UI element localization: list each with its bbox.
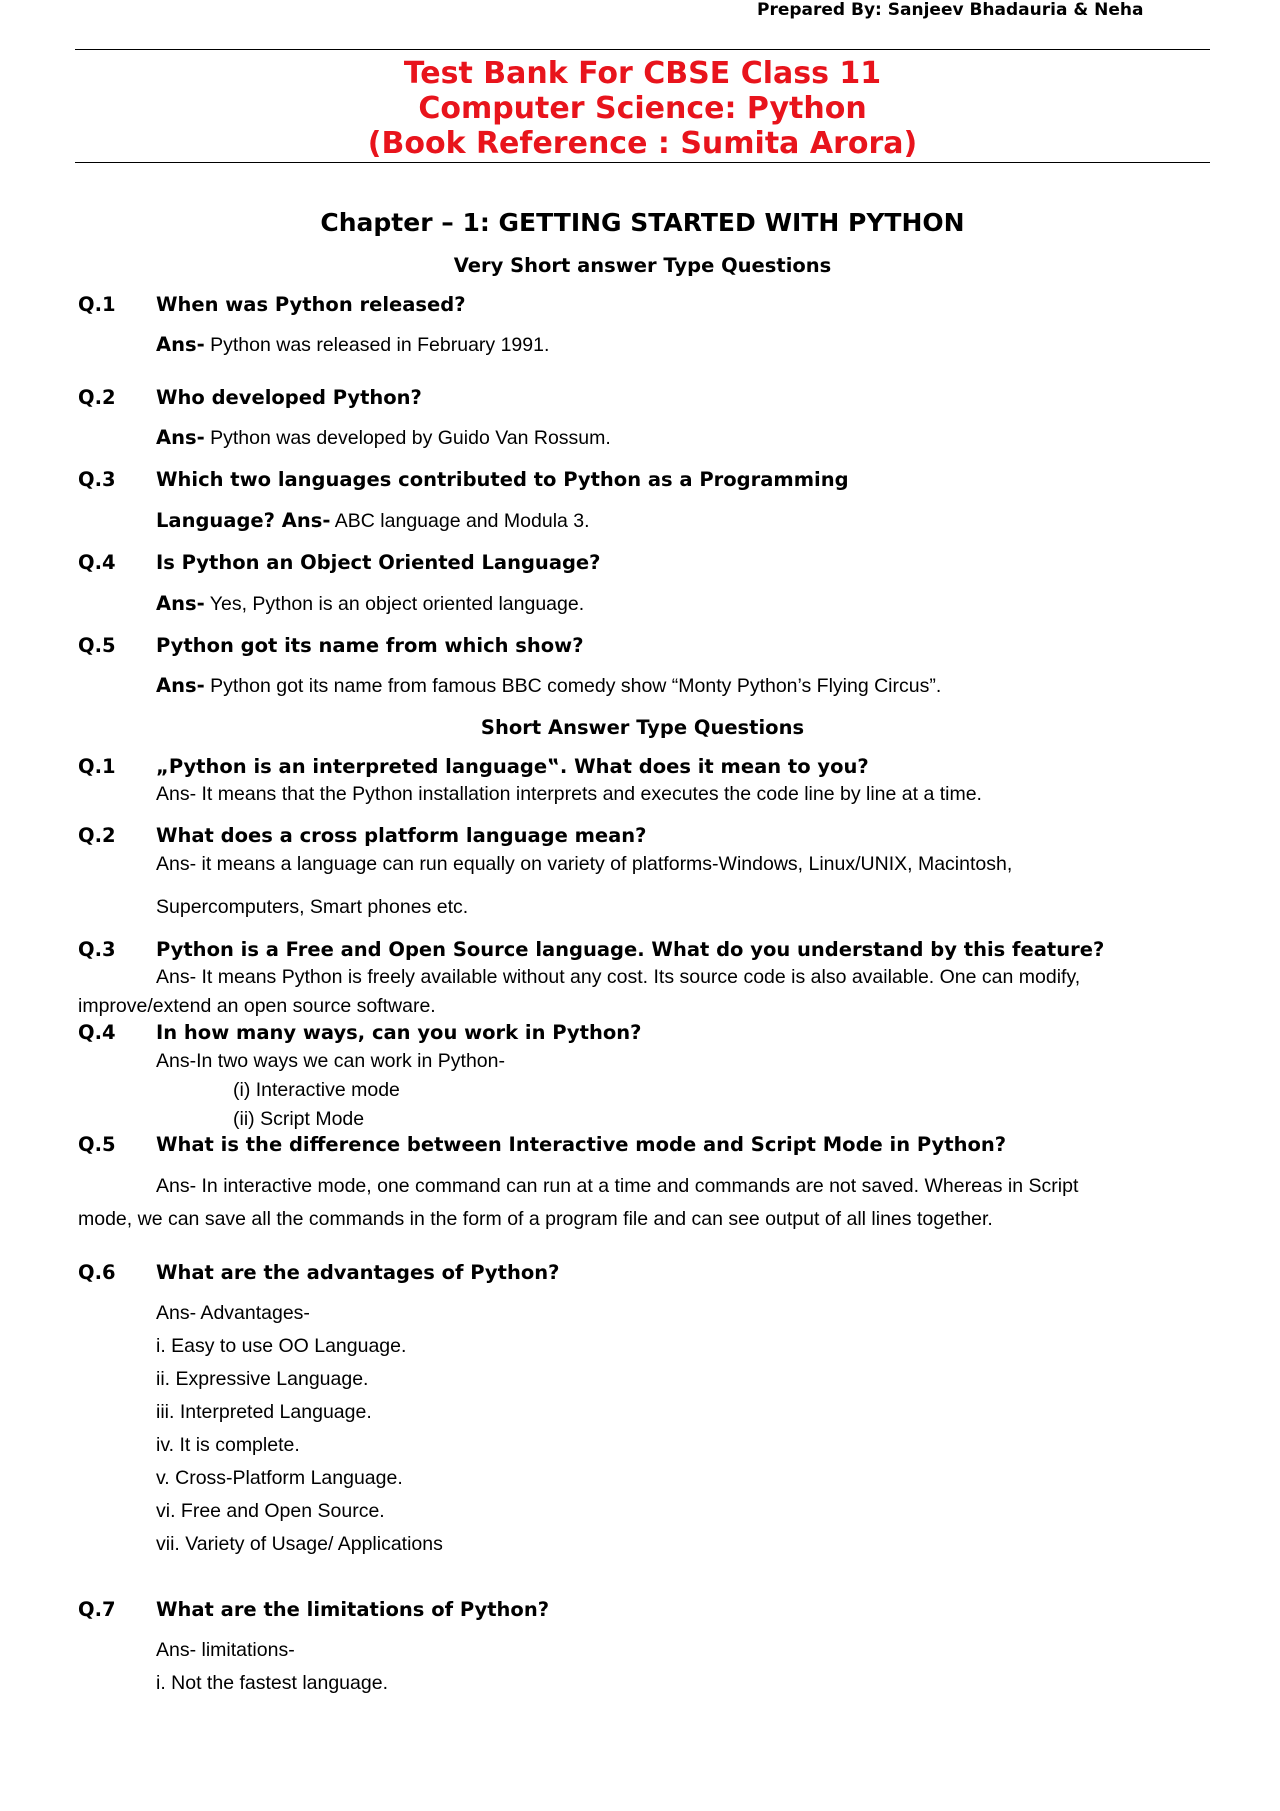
vs-q3-text: Which two languages contributed to Python as a Programming (156, 468, 849, 491)
sa-q5-answer-line-1: Ans- In interactive mode, one command can run at a time and commands are not saved. Whereas in Script (156, 1175, 1079, 1197)
sa-q5-text: What is the difference between Interactive mode and Script Mode in Python? (156, 1133, 1007, 1156)
sa-q4-text: In how many ways, can you work in Python? (156, 1021, 642, 1044)
sa-q1-number: Q.1 (78, 755, 116, 778)
vs-q2-text: Who developed Python? (156, 386, 422, 409)
sa-q3-number: Q.3 (78, 938, 116, 961)
vs-q4-text: Is Python an Object Oriented Language? (156, 551, 601, 574)
sa-q7-number: Q.7 (78, 1598, 116, 1621)
sa-q6-text: What are the advantages of Python? (156, 1261, 560, 1284)
advantage-item: v. Cross-Platform Language. (156, 1467, 403, 1489)
sa-q4-item: (ii) Script Mode (233, 1108, 365, 1130)
sa-q5-answer-line-2: mode, we can save all the commands in the form of a program file and can see output of all lines together. (78, 1208, 993, 1230)
ans-label: Ans- (156, 592, 205, 615)
ans-label: Ans- (156, 426, 205, 449)
advantage-item: vii. Variety of Usage/ Applications (156, 1533, 443, 1555)
ans-text: Python was developed by Guido Van Rossum. (204, 427, 611, 449)
limitation-item: i. Not the fastest language. (156, 1672, 388, 1694)
vs-q5-answer (156, 674, 941, 698)
sa-q4-number: Q.4 (78, 1021, 116, 1044)
ans-label: Ans- (156, 674, 205, 697)
vs-q3-answer (156, 509, 590, 533)
advantage-item: iii. Interpreted Language. (156, 1401, 372, 1423)
advantage-item: iv. It is complete. (156, 1434, 300, 1456)
vs-q3-number: Q.3 (78, 468, 116, 491)
ans-label: Ans- (156, 333, 205, 356)
sa-q1-text: „Python is an interpreted language‟. What does it mean to you? (156, 755, 869, 778)
sa-q2-answer-line-1: Ans- it means a language can run equally on variety of platforms-Windows, Linux/UNIX, Macintosh, (156, 853, 1013, 875)
vs-q1-text: When was Python released? (156, 293, 466, 316)
vs-q5-text: Python got its name from which show? (156, 634, 584, 657)
sa-q2-answer-line-2: Supercomputers, Smart phones etc. (156, 896, 469, 918)
vs-q1-answer (156, 333, 549, 357)
sa-q2-text: What does a cross platform language mean? (156, 824, 647, 847)
short-heading: Short Answer Type Questions (480, 716, 805, 739)
vs-q5-number: Q.5 (78, 634, 116, 657)
sa-q3-text: Python is a Free and Open Source language. What do you understand by this feature? (156, 938, 1105, 961)
very-short-heading: Very Short answer Type Questions (453, 254, 832, 277)
sa-q5-number: Q.5 (78, 1133, 116, 1156)
sa-q7-answer: Ans- limitations- (156, 1639, 295, 1661)
ans-label: Language? Ans- (156, 509, 331, 532)
vs-q2-answer (156, 426, 611, 450)
vs-q4-number: Q.4 (78, 551, 116, 574)
sa-q2-number: Q.2 (78, 824, 116, 847)
sa-q3-answer-line-2: improve/extend an open source software. (78, 995, 436, 1017)
title-line-1: Test Bank For CBSE Class 11 (403, 56, 882, 91)
advantage-item: vi. Free and Open Source. (156, 1500, 385, 1522)
bottom-rule (75, 162, 1210, 163)
top-rule (75, 49, 1210, 50)
ans-text: Python was released in February 1991. (204, 334, 550, 356)
vs-q1-number: Q.1 (78, 293, 116, 316)
prepared-by: Prepared By: Sanjeev Bhadauria & Neha (757, 0, 1144, 20)
sa-q3-answer-line-1: Ans- It means Python is freely available without any cost. Its source code is also available. One can modify, (156, 966, 1081, 988)
advantage-item: ii. Expressive Language. (156, 1368, 369, 1390)
title-line-3: (Book Reference : Sumita Arora) (367, 126, 918, 161)
ans-text: Python got its name from famous BBC comedy show “Monty Python’s Flying Circus”. (204, 675, 942, 697)
sa-q4-item: (i) Interactive mode (233, 1079, 400, 1101)
sa-q4-answer: Ans-In two ways we can work in Python- (156, 1050, 505, 1072)
ans-text: ABC language and Modula 3. (330, 510, 590, 532)
ans-text: Yes, Python is an object oriented language. (204, 593, 585, 615)
sa-q6-answer: Ans- Advantages- (156, 1302, 310, 1324)
sa-q7-text: What are the limitations of Python? (156, 1598, 550, 1621)
sa-q1-answer: Ans- It means that the Python installation interprets and executes the code line by line at a time. (156, 783, 982, 805)
sa-q6-number: Q.6 (78, 1261, 116, 1284)
vs-q2-number: Q.2 (78, 386, 116, 409)
title-line-2: Computer Science: Python (418, 91, 867, 126)
vs-q4-answer (156, 592, 584, 616)
advantage-item: i. Easy to use OO Language. (156, 1335, 407, 1357)
chapter-title: Chapter – 1: GETTING STARTED WITH PYTHON (320, 208, 965, 237)
